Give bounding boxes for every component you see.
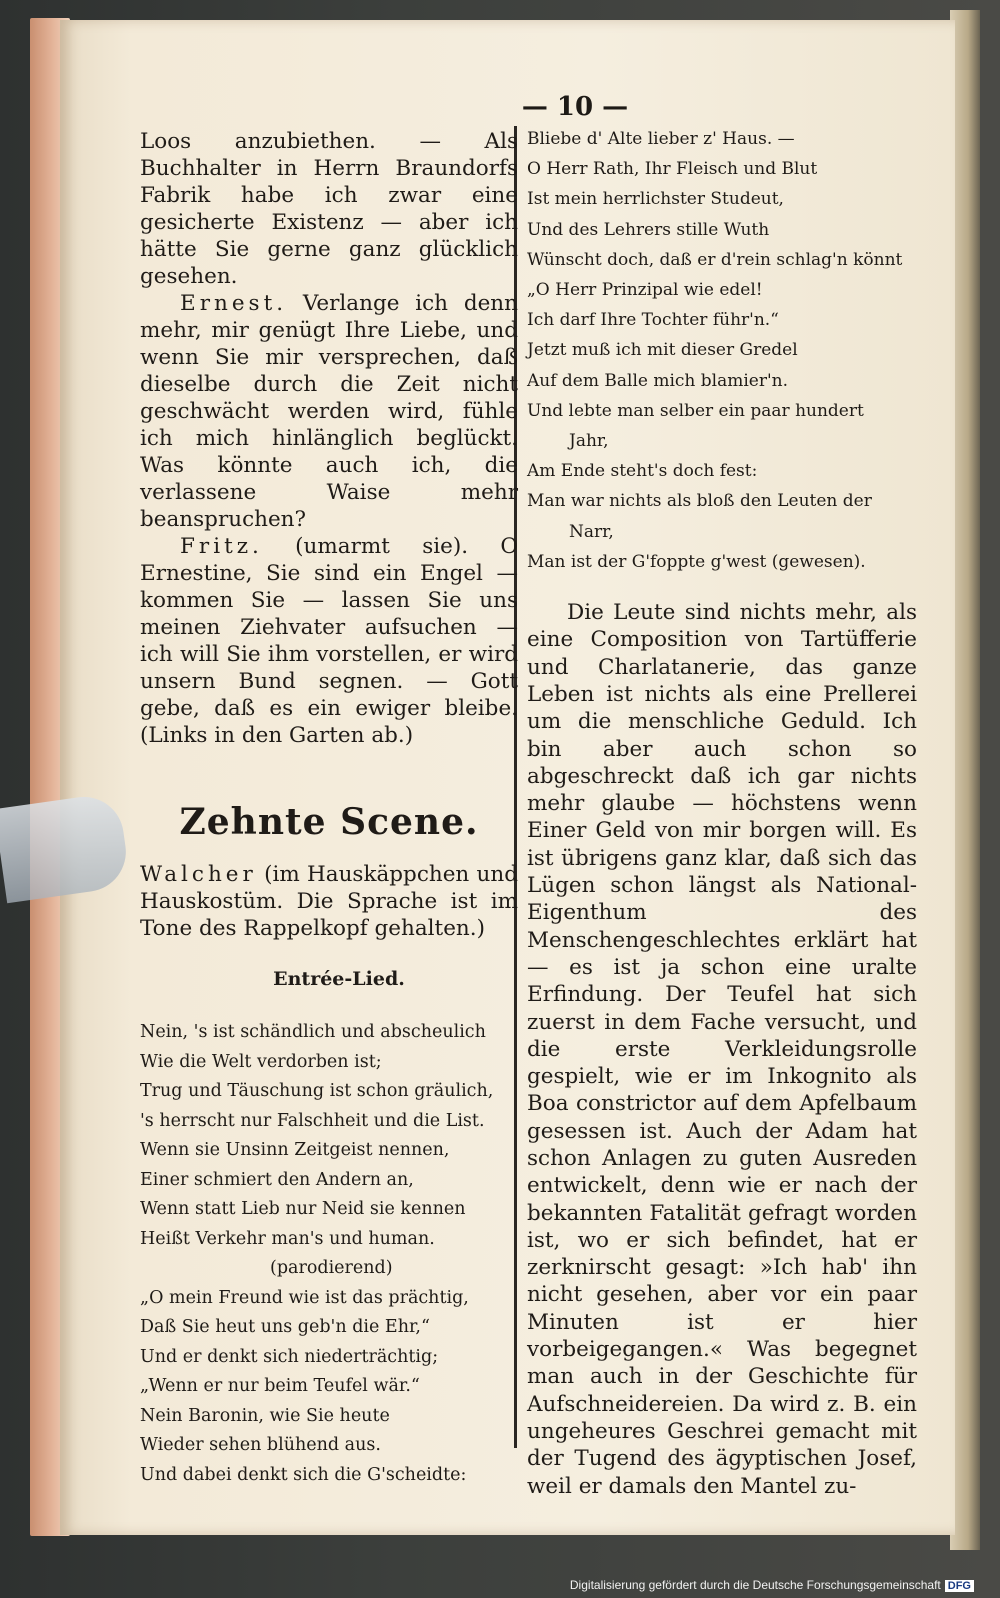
verse-line: „Wenn er nur beim Teufel wär.“: [140, 1376, 420, 1396]
verse-line: Wenn sie Unsinn Zeitgeist nennen,: [140, 1140, 450, 1160]
verse-line: Wünscht doch, daß er d'rein schlag'n könnt: [527, 249, 903, 270]
verse-line: Am Ende steht's doch fest:: [527, 461, 758, 482]
verse-line: „O Herr Prinzipal wie edel!: [527, 280, 763, 301]
verse-line: Heißt Verkehr man's und human.: [140, 1228, 435, 1249]
stage-direction-text: (im Hauskäppchen und Hauskostüm. Die Sprache ist im Tone des Rappelkopf gehalten.): [140, 862, 518, 941]
speaker-fritz: Fritz.: [180, 534, 263, 559]
verse-line: Und lebte man selber ein paar hundert: [527, 400, 864, 421]
verse-line: Ist mein herrlichster Studeut,: [527, 189, 784, 210]
verse-line: Man ist der G'foppte g'west (gewesen).: [527, 551, 866, 572]
verse-line: 's herrscht nur Falschheit und die List.: [140, 1110, 485, 1131]
verse-line: Bliebe d' Alte lieber z' Haus. —: [527, 129, 795, 149]
song-title: Entrée-Lied.: [273, 968, 405, 990]
scene-title: Zehnte Scene.: [179, 801, 479, 843]
verse-line: Auf dem Balle mich blamier'n.: [527, 370, 789, 391]
paragraph-3: [140, 533, 518, 749]
dfg-logo: DFG: [945, 1580, 974, 1592]
speaker-walcher: Walcher: [140, 862, 257, 887]
page-number: — 10 —: [521, 92, 629, 122]
paragraph-2: [140, 290, 518, 533]
credit-text: Digitalisierung gefördert durch die Deutsche Forschungsgemeinschaft: [569, 1578, 941, 1592]
verse-line: Nein, 's ist schändlich und abscheulich: [140, 1022, 486, 1042]
verse-line: Daß Sie heut uns geb'n die Ehr,“: [140, 1317, 430, 1337]
verse-line: Wenn statt Lieb nur Neid sie kennen: [140, 1199, 466, 1219]
verse-line: Jahr,: [569, 431, 609, 452]
verse-stage-note: (parodierend): [270, 1258, 393, 1278]
song-verse-left: [140, 1018, 518, 1490]
verse-line: Wie die Welt verdorben ist;: [140, 1051, 382, 1072]
paragraph-3-text: (umarmt sie). O Ernestine, Sie sind ein Engel — kommen Sie — lassen Sie uns meinen Ziehvater aufsuchen — ich will Sie ihm vorstellen, er wird unsern Bund segnen. — Gott gebe, daß es ein ewiger bleibe. (Links in den Garten ab.): [140, 534, 518, 748]
verse-line: Wieder sehen blühend aus.: [140, 1435, 381, 1455]
verse-line: Jetzt muß ich mit dieser Gredel: [527, 340, 798, 361]
verse-line: Und des Lehrers stille Wuth: [527, 219, 770, 240]
speaker-ernest: Ernest.: [180, 291, 288, 316]
monologue-text: Die Leute sind nichts mehr, als eine Composition von Tartüfferie und Charlatanerie, das ganze Leben ist nichts als eine Prellerei um die menschliche Geduld. Ich bin aber auch schon so abgeschreckt daß ich gar nichts mehr glaube — höchstens wenn Einer Geld von mir borgen will. Es ist übrigens ganz klar, daß sich das Lügen schon längst als National-Eigenthum des Menschengeschlechtes erklärt hat — es ist ja schon eine uralte Erfindung. Der Teufel hat sich zuerst in dem Fache versucht, und die erste Verkleidungsrolle gespielt, wie er im Inkognito als Boa constrictor auf dem Apfelbaum gesessen ist. Auch der Adam hat schon Anlagen zu guten Ausreden entwickelt, denn wie er nach der bekannten Fatalität gefragt worden ist, wo er sich befindet, hat er zerknirscht gesagt: »Ich hab' ihn nicht gesehen, aber vor ein paar Minuten ist er hier vorbeigegangen.« Was begegnet man auch in der Geschichte für Aufschneidereien. Da wird z. B. ein ungeheures Geschrei gemacht mit der Tugend des ägyptischen Josef, weil er damals den Mantel zu-: [527, 600, 917, 1499]
verse-line: Und dabei denkt sich die G'scheidte:: [140, 1464, 467, 1485]
right-column: [527, 124, 917, 1500]
verse-line: „O mein Freund wie ist das prächtig,: [140, 1287, 469, 1308]
paragraph-1: Loos anzubiethen. — Als Buchhalter in Herrn Braundorfs Fabrik habe ich zwar eine gesicherte Existenz — aber ich hätte Sie gerne ganz glücklich gesehen.: [140, 129, 518, 289]
verse-line: Trug und Täuschung ist schon gräulich,: [140, 1081, 494, 1101]
paragraph-2-text: Verlange ich denn mehr, mir genügt Ihre Liebe, und wenn Sie mir versprechen, daß dieselbe durch die Zeit nicht geschwächt werden wird, fühle ich mich hinlänglich beglückt. Was könnte auch ich, die verlassene Waise mehr beanspruchen?: [140, 291, 518, 532]
left-column: [140, 128, 518, 1490]
verse-line: Man war nichts als bloß den Leuten der: [527, 491, 872, 512]
verse-line: Ich darf Ihre Tochter führ'n.“: [527, 310, 779, 331]
digitization-credit: [570, 1578, 974, 1592]
song-verse-right: [527, 124, 917, 577]
verse-line: Narr,: [569, 521, 614, 542]
verse-line: Und er denkt sich niederträchtig;: [140, 1346, 439, 1367]
stage-direction: [140, 861, 518, 942]
verse-line: Einer schmiert den Andern an,: [140, 1169, 414, 1190]
monologue: [527, 599, 917, 1500]
verse-line: O Herr Rath, Ihr Fleisch und Blut: [527, 159, 818, 180]
verse-line: Nein Baronin, wie Sie heute: [140, 1405, 390, 1426]
